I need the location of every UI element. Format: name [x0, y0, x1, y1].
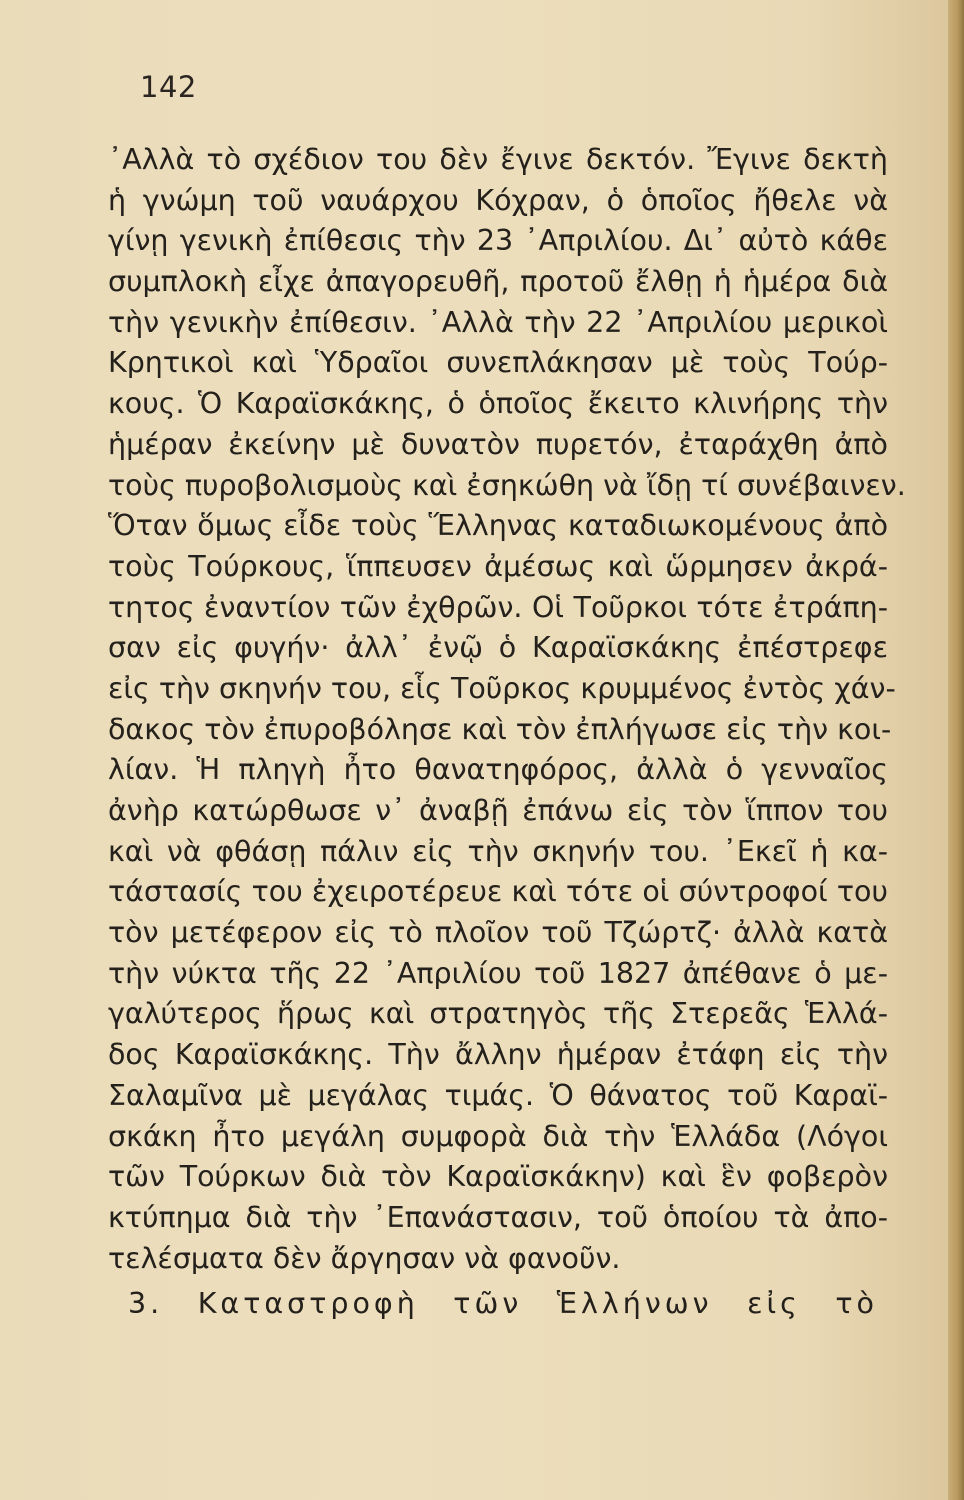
section-heading: 3. Καταστροφὴ τῶν Ἑλλήνων εἰς τὸ	[128, 1287, 878, 1320]
text-line: δος Καραϊσκάκης. Τὴν ἄλλην ἡμέραν ἐτάφη εἰς τὴν	[108, 1038, 888, 1072]
text-line: λίαν. Ἡ πληγὴ ἦτο θανατηφόρος, ἀλλὰ ὁ γενναῖος	[108, 753, 888, 787]
text-line: Κρητικοὶ καὶ Ὑδραῖοι συνεπλάκησαν μὲ τοὺς Τούρ-	[108, 346, 888, 380]
text-line: ἀνὴρ κατώρθωσε ν᾿ ἀναβῇ ἐπάνω εἰς τὸν ἵππον του	[108, 794, 888, 827]
text-line: σκάκη ἦτο μεγάλη συμφορὰ διὰ τὴν Ἑλλάδα (Λόγοι	[108, 1119, 888, 1153]
text-line: ᾿Αλλὰ τὸ σχέδιον του δὲν ἔγινε δεκτόν. Ἔγινε δεκτὴ	[108, 143, 888, 176]
text-line: Σαλαμῖνα μὲ μεγάλας τιμάς. Ὁ θάνατος τοῦ Καραϊ-	[108, 1078, 888, 1112]
text-line: συμπλοκὴ εἶχε ἀπαγορευθῆ, προτοῦ ἔλθῃ ἡ ἡμέρα διὰ	[108, 265, 888, 299]
text-line: τελέσματα δὲν ἄργησαν νὰ φανοῦν.	[108, 1241, 621, 1275]
text-line: τῶν Τούρκων διὰ τὸν Καραϊσκάκην) καὶ ἓν φοβερὸν	[108, 1160, 888, 1194]
text-line: γίνῃ γενικὴ ἐπίθεσις τὴν 23 ᾿Απριλίου. Δι᾿ αὐτὸ κάθε	[108, 224, 888, 258]
text-line: τὴν νύκτα τῆς 22 ᾿Απριλίου τοῦ 1827 ἀπέθανε ὁ με-	[108, 956, 888, 990]
text-line: τοὺς Τούρκους, ἵππευσεν ἀμέσως καὶ ὥρμησεν ἀκρά-	[108, 549, 888, 583]
text-line: Ὅταν ὅμως εἶδε τοὺς Ἕλληνας καταδιωκομένους ἀπὸ	[108, 509, 888, 543]
text-line: ἡ γνώμη τοῦ ναυάρχου Κόχραν, ὁ ὁποῖος ἤθελε νὰ	[108, 183, 888, 217]
text-line: σαν εἰς φυγήν· ἀλλ᾿ ἐνῷ ὁ Καραϊσκάκης ἐπέστρεφε	[108, 631, 888, 665]
text-line: κους. Ὁ Καραϊσκάκης, ὁ ὁποῖος ἔκειτο κλινήρης τὴν	[108, 387, 888, 421]
text-line: τὸν μετέφερον εἰς τὸ πλοῖον τοῦ Τζώρτζ· ἀλλὰ κατὰ	[108, 916, 888, 950]
text-line: εἰς τὴν σκηνήν του, εἷς Τοῦρκος κρυμμένος ἐντὸς χάν-	[108, 671, 896, 705]
text-line: γαλύτερος ἥρως καὶ στρατηγὸς τῆς Στερεᾶς Ἑλλά-	[108, 997, 888, 1031]
text-line: καὶ νὰ φθάσῃ πάλιν εἰς τὴν σκηνήν του. ᾿Εκεῖ ἡ κα-	[108, 834, 888, 868]
text-line: τοὺς πυροβολισμοὺς καὶ ἐσηκώθη νὰ ἴδῃ τί συνέβαινεν.	[108, 468, 906, 502]
text-line: ἡμέραν ἐκείνην μὲ δυνατὸν πυρετόν, ἐταράχθη ἀπὸ	[108, 427, 888, 461]
page-edge	[948, 0, 964, 1500]
page-number: 142	[140, 70, 197, 104]
text-line: κτύπημα διὰ τὴν ᾿Επανάστασιν, τοῦ ὁποίου τὰ ἀπο-	[108, 1200, 888, 1234]
text-line: τάστασίς του ἐχειροτέρευε καὶ τότε οἱ σύντροφοί του	[108, 875, 888, 909]
body-paragraph	[108, 140, 906, 1279]
text-line: τὴν γενικὴν ἐπίθεσιν. ᾿Αλλὰ τὴν 22 ᾿Απριλίου μερικοὶ	[108, 305, 888, 339]
text-line: τητος ἐναντίον τῶν ἐχθρῶν. Οἱ Τοῦρκοι τότε ἐτράπη-	[108, 590, 888, 624]
text-line: δακος τὸν ἐπυροβόλησε καὶ τὸν ἐπλήγωσε εἰς τὴν κοι-	[108, 712, 892, 746]
